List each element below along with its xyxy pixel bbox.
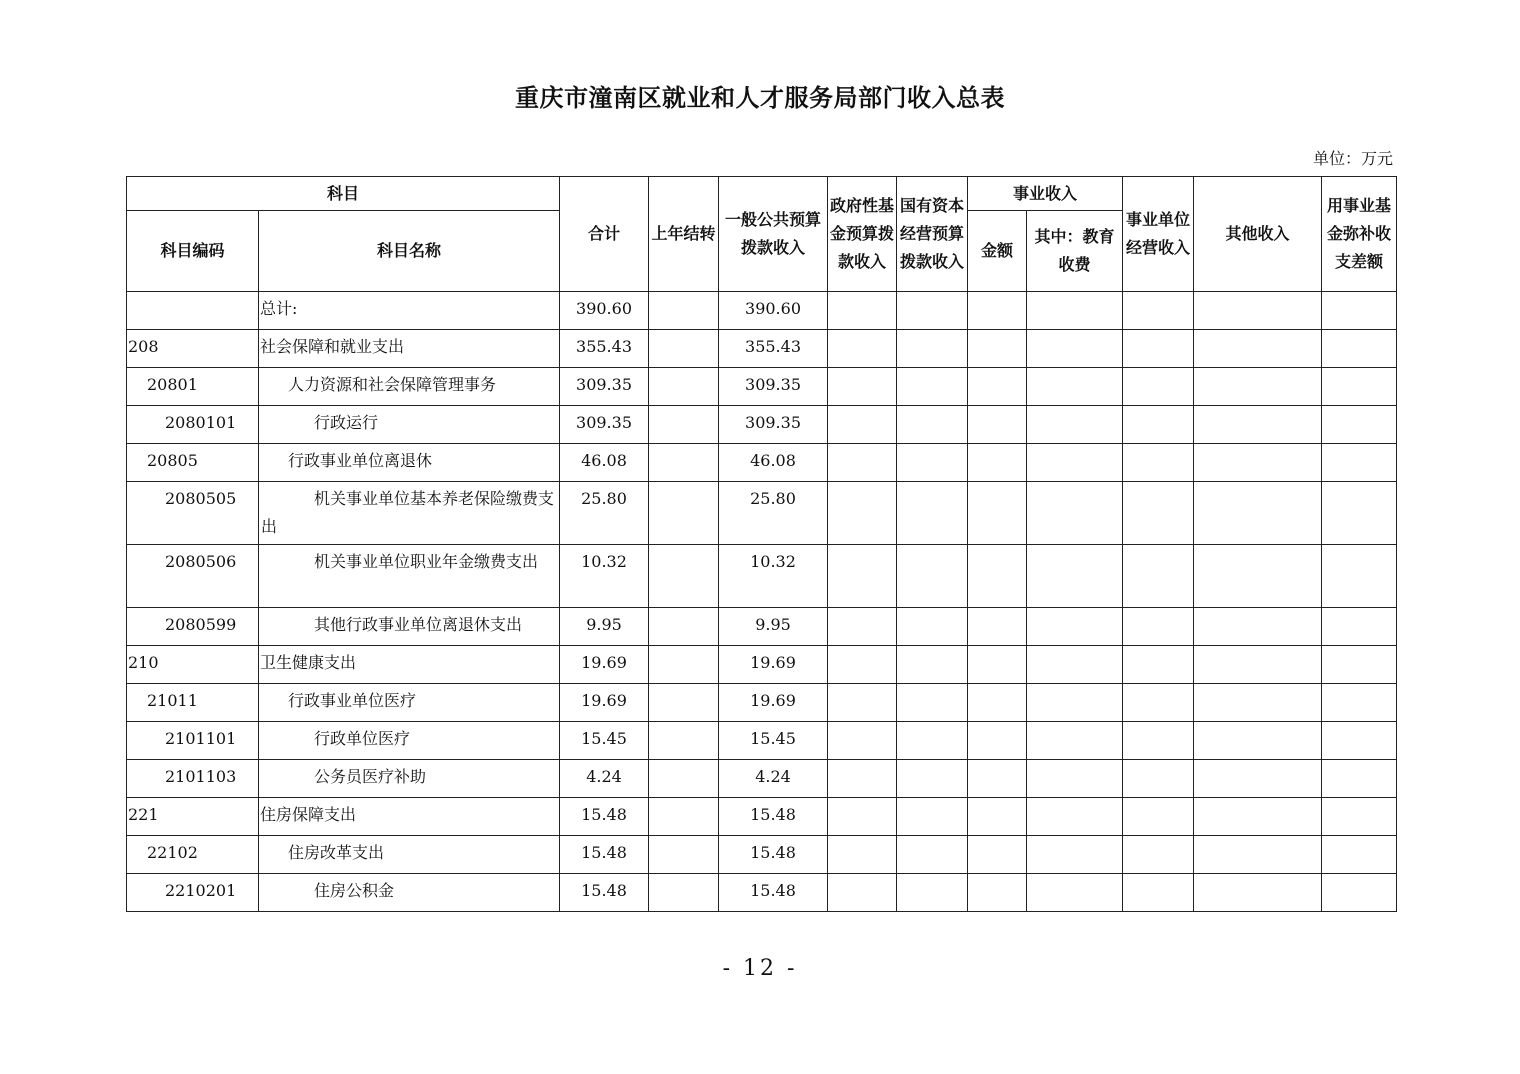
- row-name: 住房保障支出: [259, 798, 560, 836]
- row-name: 其他行政事业单位离退休支出: [259, 608, 560, 646]
- row-total: 309.35: [560, 406, 649, 444]
- table-row: [127, 646, 1397, 684]
- row-name: 卫生健康支出: [259, 646, 560, 684]
- header-general-budget: 一般公共预算拨款收入: [719, 177, 828, 292]
- header-code: 科目编码: [127, 211, 259, 292]
- row-general-budget: 15.48: [719, 874, 828, 912]
- row-name: 人力资源和社会保障管理事务: [259, 368, 560, 406]
- row-name: 住房改革支出: [259, 836, 560, 874]
- table-row: [127, 722, 1397, 760]
- table-row: [127, 545, 1397, 608]
- row-general-budget: 15.48: [719, 798, 828, 836]
- header-fund-balance: 用事业基金弥补收支差额: [1322, 177, 1397, 292]
- row-total: 19.69: [560, 684, 649, 722]
- row-general-budget: 309.35: [719, 406, 828, 444]
- table-row: [127, 482, 1397, 545]
- table-row: [127, 798, 1397, 836]
- row-code: 2080599: [127, 608, 259, 646]
- row-general-budget: 355.43: [719, 330, 828, 368]
- row-code: 2101101: [127, 722, 259, 760]
- row-code: 2080506: [127, 545, 259, 608]
- row-code: 221: [127, 798, 259, 836]
- row-total: 46.08: [560, 444, 649, 482]
- row-code: 2080505: [127, 482, 259, 545]
- row-code: 20805: [127, 444, 259, 482]
- row-total: 9.95: [560, 608, 649, 646]
- header-business-income: 事业收入: [968, 177, 1123, 211]
- row-total: 15.48: [560, 874, 649, 912]
- row-code: 22102: [127, 836, 259, 874]
- row-code: 208: [127, 330, 259, 368]
- row-general-budget: 10.32: [719, 545, 828, 608]
- table-row: [127, 406, 1397, 444]
- row-name: 行政单位医疗: [259, 722, 560, 760]
- header-total: 合计: [560, 177, 649, 292]
- table-row: [127, 330, 1397, 368]
- row-total: 390.60: [560, 292, 649, 330]
- row-name: 公务员医疗补助: [259, 760, 560, 798]
- row-name: 行政运行: [259, 406, 560, 444]
- header-state-capital: 国有资本经营预算拨款收入: [897, 177, 968, 292]
- header-subject: 科目: [127, 177, 560, 211]
- income-summary-table: [126, 176, 1397, 912]
- row-code: 20801: [127, 368, 259, 406]
- row-code: [127, 292, 259, 330]
- table-row: [127, 368, 1397, 406]
- row-code: 2080101: [127, 406, 259, 444]
- header-gov-fund: 政府性基金预算拨款收入: [828, 177, 897, 292]
- header-amount: 金额: [968, 211, 1027, 292]
- row-code: 210: [127, 646, 259, 684]
- table-row: [127, 444, 1397, 482]
- table-row: [127, 608, 1397, 646]
- row-general-budget: 15.45: [719, 722, 828, 760]
- page-number: - 12 -: [722, 956, 798, 981]
- page-title: 重庆市潼南区就业和人才服务局部门收入总表: [515, 84, 1005, 112]
- row-total: 25.80: [560, 482, 649, 545]
- row-name: 总计:: [259, 292, 560, 330]
- row-total: 10.32: [560, 545, 649, 608]
- row-code: 2210201: [127, 874, 259, 912]
- header-unit-operating: 事业单位经营收入: [1123, 177, 1194, 292]
- row-general-budget: 46.08: [719, 444, 828, 482]
- row-general-budget: 390.60: [719, 292, 828, 330]
- row-general-budget: 4.24: [719, 760, 828, 798]
- row-name: 机关事业单位职业年金缴费支出: [259, 545, 560, 608]
- row-total: 4.24: [560, 760, 649, 798]
- row-general-budget: 19.69: [719, 646, 828, 684]
- header-other-income: 其他收入: [1194, 177, 1322, 292]
- header-education-fee: 其中：教育收费: [1027, 211, 1123, 292]
- row-code: 2101103: [127, 760, 259, 798]
- table-row: [127, 760, 1397, 798]
- row-name: 机关事业单位基本养老保险缴费支出: [259, 482, 560, 545]
- header-carryover: 上年结转: [649, 177, 719, 292]
- row-total: 15.48: [560, 836, 649, 874]
- row-total: 309.35: [560, 368, 649, 406]
- table-row: [127, 874, 1397, 912]
- table-row: [127, 684, 1397, 722]
- table-row: [127, 836, 1397, 874]
- row-name: 住房公积金: [259, 874, 560, 912]
- row-total: 15.45: [560, 722, 649, 760]
- row-name: 行政事业单位离退休: [259, 444, 560, 482]
- row-general-budget: 309.35: [719, 368, 828, 406]
- header-name: 科目名称: [259, 211, 560, 292]
- unit-label: 单位：万元: [1312, 149, 1393, 168]
- row-code: 21011: [127, 684, 259, 722]
- row-total: 355.43: [560, 330, 649, 368]
- row-total: 15.48: [560, 798, 649, 836]
- row-general-budget: 25.80: [719, 482, 828, 545]
- row-total: 19.69: [560, 646, 649, 684]
- table-row: [127, 292, 1397, 330]
- row-general-budget: 15.48: [719, 836, 828, 874]
- row-general-budget: 19.69: [719, 684, 828, 722]
- row-name: 行政事业单位医疗: [259, 684, 560, 722]
- row-name: 社会保障和就业支出: [259, 330, 560, 368]
- row-general-budget: 9.95: [719, 608, 828, 646]
